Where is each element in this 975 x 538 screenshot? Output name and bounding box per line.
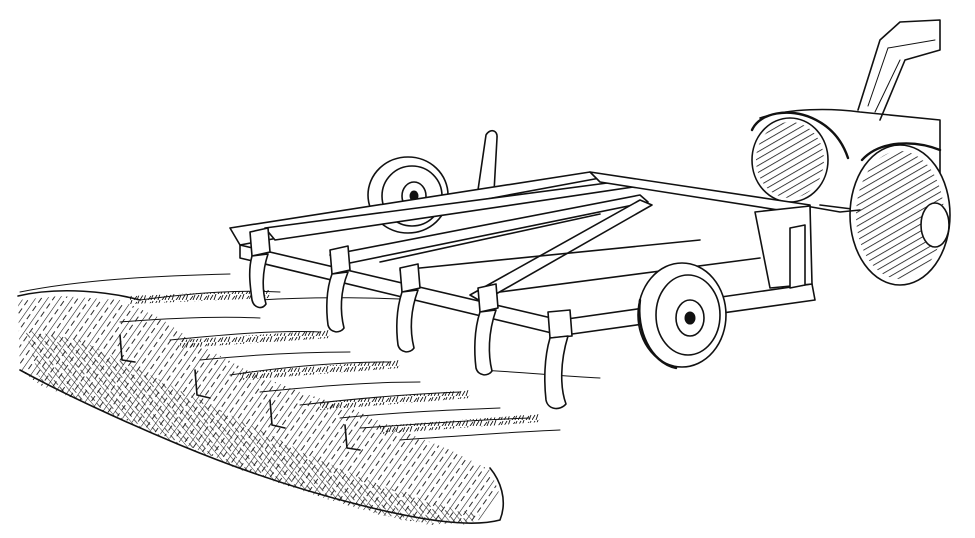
tine-1 (250, 254, 268, 307)
furrow-grass-5 (380, 414, 540, 434)
tine-2 (327, 272, 348, 332)
tractor-tire-left-tread (756, 122, 824, 198)
tractor-cab-window (868, 40, 935, 112)
rear-upright-post (478, 131, 497, 192)
soil-hatch-front (18, 296, 500, 525)
tine-5 (545, 336, 568, 409)
tractor-hub-right (921, 203, 949, 247)
tractor-cab (858, 20, 940, 120)
tine-4 (475, 310, 496, 375)
tine-3 (397, 290, 418, 352)
front-wheel (638, 263, 726, 368)
furrow-grass-1 (130, 290, 270, 304)
wheel-bracket-post (790, 225, 805, 288)
